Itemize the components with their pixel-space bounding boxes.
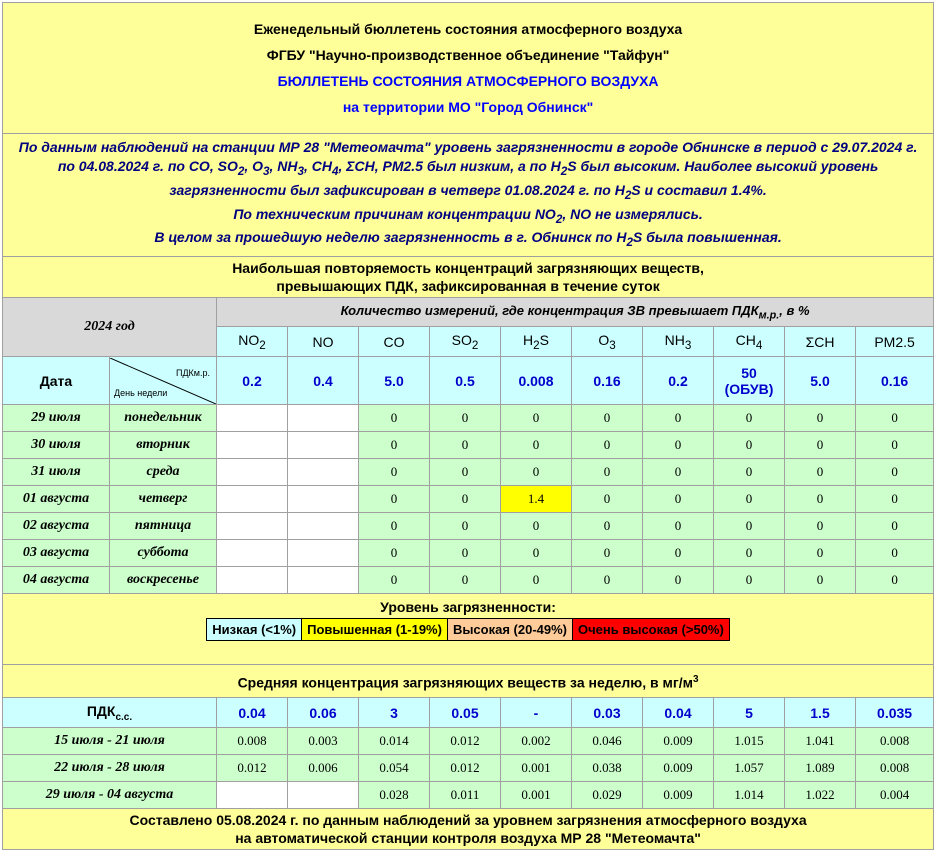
footer-line2: на автоматической станции контроля воздуха МР 28 "Метеомачта" — [235, 830, 701, 847]
pdk-mr-number: 0.16 — [593, 372, 621, 389]
legend-table — [206, 618, 730, 641]
day-value: 0 — [714, 459, 785, 486]
pdk-mr-number: 0.5 — [455, 372, 475, 389]
weekly-value: 0.002 — [501, 728, 572, 755]
day-value: 0 — [643, 486, 714, 513]
day-value: 0 — [785, 405, 856, 432]
legend-elevated: Повышенная (1-19%) — [302, 618, 448, 640]
day-value: 0 — [785, 540, 856, 567]
day-value: 0 — [643, 540, 714, 567]
footer-line1: Составлено 05.08.2024 г. по данным наблюдений за уровнем загрязнения атмосферного воздуха — [129, 812, 807, 829]
day-value — [217, 567, 288, 594]
day-value — [288, 432, 359, 459]
pdk-ss-value: 0.06 — [288, 698, 359, 728]
pdk-mr-value — [359, 357, 430, 405]
pollutant-name: ΣCH — [805, 333, 835, 350]
weekly-value: 0.012 — [430, 755, 501, 782]
table-row — [3, 405, 934, 432]
bulletin — [2, 2, 933, 850]
day-weekday: вторник — [110, 432, 217, 459]
pollutant-name: CH — [735, 331, 756, 348]
date-label: Дата — [3, 357, 110, 405]
weekly-value: 1.041 — [785, 728, 856, 755]
weekly-value: 0.008 — [217, 728, 288, 755]
table-row — [3, 755, 934, 782]
pdk-mr-note: (ОБУВ) — [724, 380, 774, 397]
pdk-ss-value: - — [501, 698, 572, 728]
day-value: 0 — [430, 432, 501, 459]
footer-row — [3, 809, 934, 850]
pollutant-sub: 3 — [684, 338, 692, 352]
weekly-value — [288, 782, 359, 809]
day-value: 0 — [856, 540, 934, 567]
day-value — [288, 459, 359, 486]
day-value: 0 — [643, 567, 714, 594]
weekly-value: 0.012 — [217, 755, 288, 782]
pollutant-header — [714, 327, 785, 357]
pdk-mr-number: 5.0 — [810, 372, 830, 389]
legend-cell — [3, 594, 934, 665]
repeat-section-title — [3, 257, 934, 298]
header-line2: ФГБУ "Научно-производственное объединение "Тайфун" — [266, 47, 670, 63]
day-value: 0 — [430, 486, 501, 513]
header-line4: на территории МО "Город Обнинск" — [342, 99, 594, 115]
count-label: Количество измерений, где концентрация ЗВ превышает $ПДК_{м.р.}$, в % — [217, 298, 934, 327]
pollutant-sub: 3 — [609, 338, 616, 352]
diag-top-label: ПДКм.р. — [175, 367, 210, 378]
header-row — [3, 3, 934, 134]
pdk-ss-value: 5 — [714, 698, 785, 728]
pdk-mr-value — [785, 357, 856, 405]
weekly-value: 0.009 — [643, 755, 714, 782]
day-value — [288, 405, 359, 432]
weekly-value: 0.004 — [856, 782, 934, 809]
day-value: 0 — [643, 459, 714, 486]
weekly-period: 15 июля - 21 июля — [3, 728, 217, 755]
day-value: 0 — [856, 513, 934, 540]
day-value: 0 — [643, 432, 714, 459]
legend-row — [3, 594, 934, 665]
pdk-ss-row — [3, 698, 934, 728]
day-value: 0 — [572, 459, 643, 486]
day-date: 04 августа — [3, 567, 110, 594]
day-value: 0 — [714, 432, 785, 459]
pdk-ss-label: $ПДК_{с.с.}$ — [3, 698, 217, 728]
day-value: 0 — [359, 513, 430, 540]
pollutant-name: NO — [312, 333, 334, 350]
day-value — [217, 459, 288, 486]
legend-title: Уровень загрязненности: — [380, 598, 556, 615]
table-row — [3, 540, 934, 567]
weekly-value — [217, 782, 288, 809]
pollutant-sub: 2 — [471, 338, 479, 352]
day-value: 0 — [501, 540, 572, 567]
table-row — [3, 432, 934, 459]
pdk-ss-value: 1.5 — [785, 698, 856, 728]
day-value — [217, 513, 288, 540]
day-value: 0 — [572, 486, 643, 513]
pollutant-name-tail: S — [539, 331, 549, 348]
day-value: 0 — [714, 405, 785, 432]
weekly-value: 0.054 — [359, 755, 430, 782]
day-value — [288, 486, 359, 513]
bulletin-table — [2, 2, 934, 850]
day-value: 0 — [501, 513, 572, 540]
day-value: 0 — [359, 405, 430, 432]
pdk-ss-value: 0.05 — [430, 698, 501, 728]
day-value: 0 — [430, 513, 501, 540]
weekly-value: 0.009 — [643, 782, 714, 809]
day-value — [217, 486, 288, 513]
day-value: 0 — [359, 486, 430, 513]
weekly-value: 0.011 — [430, 782, 501, 809]
header-line1: Еженедельный бюллетень состояния атмосферного воздуха — [253, 21, 683, 37]
pdk-mr-number: 50 — [741, 364, 757, 381]
pdk-ss-value: 0.03 — [572, 698, 643, 728]
pdk-mr-value — [430, 357, 501, 405]
day-value: 0 — [643, 405, 714, 432]
day-value: 0 — [785, 432, 856, 459]
pdk-ss-value: 0.04 — [643, 698, 714, 728]
count-label-row — [3, 298, 934, 327]
day-value: 0 — [785, 459, 856, 486]
diagonal-header — [110, 357, 217, 405]
pdk-ss-value: 0.035 — [856, 698, 934, 728]
day-value: 0 — [714, 540, 785, 567]
pollutant-header — [643, 327, 714, 357]
weekly-value: 0.008 — [856, 755, 934, 782]
pdk-mr-value — [643, 357, 714, 405]
pollutant-name: SO — [451, 331, 472, 348]
pollutant-header — [856, 327, 934, 357]
weekly-value: 1.015 — [714, 728, 785, 755]
pdk-mr-number: 0.4 — [313, 372, 333, 389]
diag-bottom-label: День недели — [114, 387, 168, 398]
day-value — [288, 513, 359, 540]
pollutant-name: NO — [238, 331, 260, 348]
table-row — [3, 486, 934, 513]
weekly-value: 0.038 — [572, 755, 643, 782]
day-value: 0 — [856, 432, 934, 459]
day-value: 0 — [714, 513, 785, 540]
day-value: 0 — [501, 459, 572, 486]
weekly-title: Средняя концентрация загрязняющих веществ за неделю, в $мг/м^3$ — [3, 665, 934, 698]
weekly-value: 0.003 — [288, 728, 359, 755]
pollutant-sub: 2 — [259, 338, 266, 352]
day-value: 0 — [430, 459, 501, 486]
day-value: 0 — [430, 567, 501, 594]
day-date: 01 августа — [3, 486, 110, 513]
pollutant-header — [288, 327, 359, 357]
summary-paragraph-2: По техническим причинам концентрации $NO_2$, NO не измерялись. — [233, 205, 703, 226]
repeat-section-title-row — [3, 257, 934, 298]
day-value — [288, 540, 359, 567]
weekly-period: 29 июля - 04 августа — [3, 782, 217, 809]
weekly-value: 0.012 — [430, 728, 501, 755]
day-value — [288, 567, 359, 594]
weekly-title-row — [3, 665, 934, 698]
weekly-body — [3, 728, 934, 809]
day-date: 29 июля — [3, 405, 110, 432]
day-value: 0 — [785, 486, 856, 513]
pdk-mr-number: 0.16 — [880, 372, 909, 389]
weekly-value: 1.057 — [714, 755, 785, 782]
day-value: 0 — [856, 567, 934, 594]
weekly-value: 0.046 — [572, 728, 643, 755]
pdk-mr-number: 0.2 — [242, 372, 262, 389]
day-value: 0 — [430, 405, 501, 432]
legend-low: Низкая (<1%) — [207, 618, 302, 640]
repeat-title-line2: превышающих ПДК, зафиксированная в течение суток — [276, 278, 660, 295]
pdk-mr-value — [288, 357, 359, 405]
pollutant-name: PM2.5 — [874, 333, 915, 350]
day-value: 0 — [572, 540, 643, 567]
pollutant-header — [572, 327, 643, 357]
day-value: 0 — [501, 567, 572, 594]
day-value: 0 — [501, 405, 572, 432]
pdk-ss-value: 0.04 — [217, 698, 288, 728]
pdk-mr-number: 5.0 — [384, 372, 404, 389]
pollutant-name: NH — [664, 331, 685, 348]
day-value: 0 — [714, 567, 785, 594]
day-value: 0 — [856, 405, 934, 432]
weekly-value: 1.014 — [714, 782, 785, 809]
day-weekday: понедельник — [110, 405, 217, 432]
day-value: 0 — [572, 432, 643, 459]
pollutant-header — [785, 327, 856, 357]
pdk-mr-number: 0.008 — [518, 372, 554, 389]
day-weekday: воскресенье — [110, 567, 217, 594]
pollutant-header — [359, 327, 430, 357]
summary-row — [3, 134, 934, 257]
day-value: 0 — [785, 567, 856, 594]
day-value: 0 — [359, 567, 430, 594]
pollutant-sub: 4 — [755, 338, 763, 352]
weekly-value: 0.028 — [359, 782, 430, 809]
day-value: 0 — [643, 513, 714, 540]
pollutant-name: H — [523, 331, 534, 348]
pdk-ss-value: 3 — [359, 698, 430, 728]
pdk-mr-value — [501, 357, 572, 405]
day-value: 0 — [785, 513, 856, 540]
pdk-mr-value — [217, 357, 288, 405]
days-body — [3, 405, 934, 594]
header-line3: БЮЛЛЕТЕНЬ СОСТОЯНИЯ АТМОСФЕРНОГО ВОЗДУХА — [277, 73, 659, 89]
weekly-value: 0.014 — [359, 728, 430, 755]
weekly-value: 0.009 — [643, 728, 714, 755]
day-value: 0 — [359, 540, 430, 567]
summary-paragraph-3: В целом за прошедшую неделю загрязненность в г. Обнинск по $H_2S$ была повышенная. — [154, 229, 782, 250]
day-value: 1.4 — [501, 486, 572, 513]
weekly-period: 22 июля - 28 июля — [3, 755, 217, 782]
day-value: 0 — [359, 432, 430, 459]
pdk-mr-value — [572, 357, 643, 405]
day-value: 0 — [359, 459, 430, 486]
pdk-mr-number: 0.2 — [668, 372, 688, 389]
day-weekday: среда — [110, 459, 217, 486]
weekly-value: 0.006 — [288, 755, 359, 782]
table-row — [3, 782, 934, 809]
summary-cell — [3, 134, 934, 257]
day-value: 0 — [572, 405, 643, 432]
year-label: 2024 год — [3, 298, 217, 357]
day-value: 0 — [714, 486, 785, 513]
pollutant-name: O — [598, 331, 610, 348]
weekly-value: 0.008 — [856, 728, 934, 755]
day-value: 0 — [856, 459, 934, 486]
summary-paragraph-1: По данным наблюдений на станции МР 28 "Метеомачта" уровень загрязненности в городе Обнинске в период с 29.07.2024 г. по 04.08.2024 г. по CO, $SO_2$, $O_3$, $NH_3$, $CH_4$, ΣCH, PM2.5 был низким, а по $H_2S$ был высоким. Наиболее высокий уровень загрязненности был зафиксирован в четверг 01.08.2024 г. по $H_2S$ и составил 1.4%. — [18, 139, 918, 202]
table-row — [3, 728, 934, 755]
weekly-value: 1.089 — [785, 755, 856, 782]
weekly-value: 0.001 — [501, 755, 572, 782]
pollutant-sub: 2 — [533, 338, 540, 352]
day-value — [217, 432, 288, 459]
day-value: 0 — [501, 432, 572, 459]
header-cell — [3, 3, 934, 134]
pollutant-name: CO — [383, 333, 405, 350]
day-weekday: суббота — [110, 540, 217, 567]
day-date: 03 августа — [3, 540, 110, 567]
day-value: 0 — [572, 513, 643, 540]
repeat-title-line1: Наибольшая повторяемость концентраций загрязняющих веществ, — [232, 260, 704, 277]
day-value — [217, 540, 288, 567]
day-value: 0 — [430, 540, 501, 567]
table-row — [3, 459, 934, 486]
day-date: 31 июля — [3, 459, 110, 486]
pdk-mr-value — [856, 357, 934, 405]
pollutant-header — [501, 327, 572, 357]
weekly-value: 0.029 — [572, 782, 643, 809]
day-weekday: четверг — [110, 486, 217, 513]
legend-very-high: Очень высокая (>50%) — [573, 618, 730, 640]
day-value: 0 — [572, 567, 643, 594]
pdk-mr-row — [3, 357, 934, 405]
pollutant-header — [430, 327, 501, 357]
day-date: 02 августа — [3, 513, 110, 540]
weekly-value: 1.022 — [785, 782, 856, 809]
pdk-mr-value — [714, 357, 785, 405]
day-weekday: пятница — [110, 513, 217, 540]
weekly-value: 0.001 — [501, 782, 572, 809]
table-row — [3, 513, 934, 540]
day-value — [217, 405, 288, 432]
footer-cell — [3, 809, 934, 850]
day-date: 30 июля — [3, 432, 110, 459]
legend-high: Высокая (20-49%) — [447, 618, 572, 640]
pollutant-header — [217, 327, 288, 357]
table-row — [3, 567, 934, 594]
day-value: 0 — [856, 486, 934, 513]
